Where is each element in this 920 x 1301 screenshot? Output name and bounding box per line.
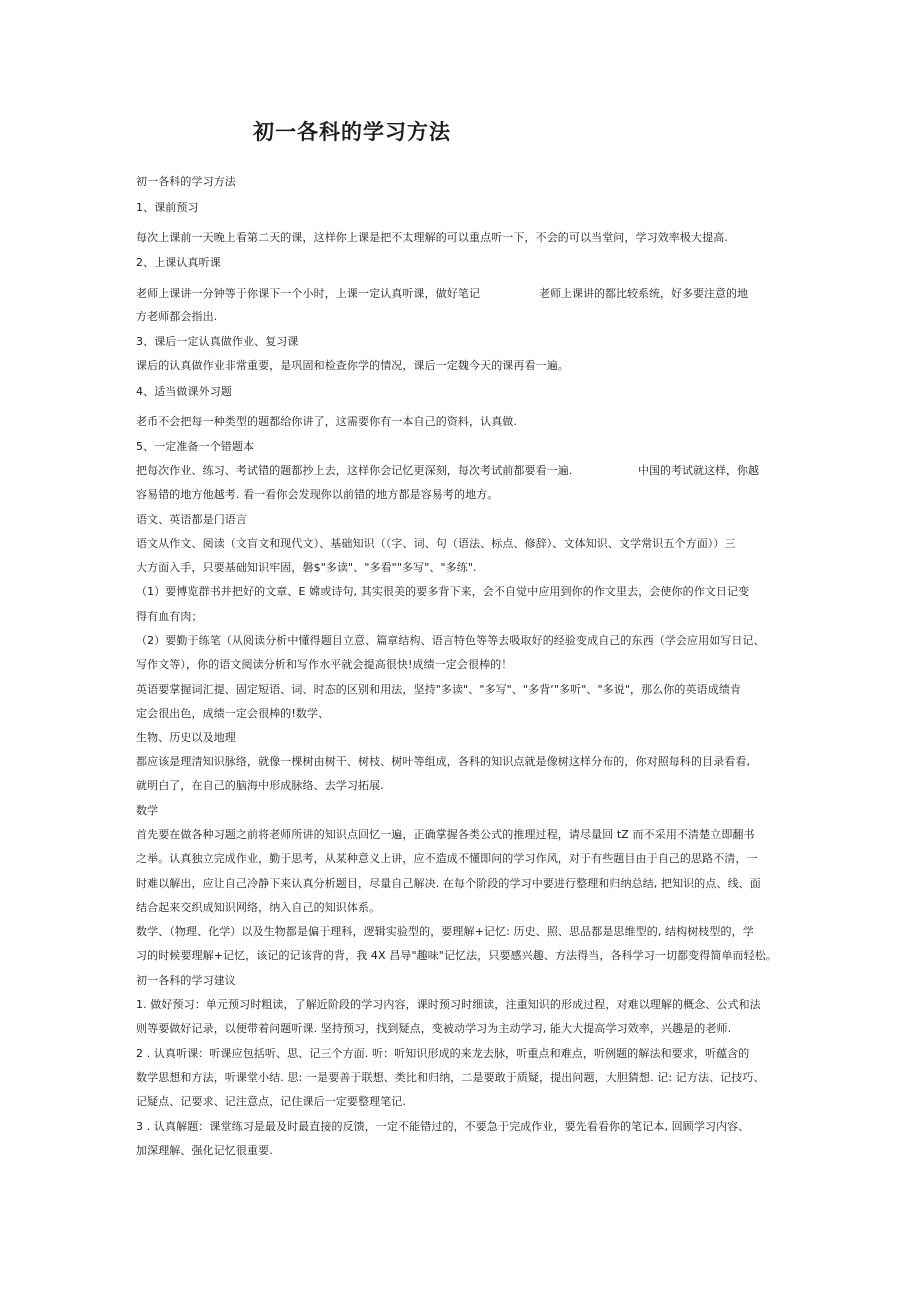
paragraph-line: （2）要勤于练笔（从阅读分析中懂得题目立意、篇章结构、语言特色等等去吸取好的经验变成自己的东西（学会应用如写日记、 [136,634,765,647]
paragraph-line: 把每次作业、练习、考试错的题都抄上去，这样你会记忆更深刻，每次考试前都要看一遍. [136,464,573,477]
paragraph-line: 方老师都会指出. [136,310,218,323]
paragraph-line: 大方面入手，只要基础知识牢固，磐$"多读"、"多看""多写"、"多练". [136,561,477,574]
paragraph-line: 记疑点、记要求、记注意点，记住课后一定要整理笔记. [136,1095,406,1108]
paragraph-line: 写作文等），你的语文阅读分析和写作水平就会提高很快!成绩一定会很棒的！ [136,658,513,671]
paragraph-line: 1. 做好预习：单元预习时粗读，了解近阶段的学习内容，课时预习时细读，注重知识的形成过程，对难以理解的概念、公式和法 [136,998,761,1011]
section-heading: 语文、英语都是门语言 [136,513,247,526]
paragraph-line: 加深理解、强化记忆很重要. [136,1144,273,1157]
document-title: 初一各科的学习方法 [253,120,451,144]
paragraph-line: 都应该是理清知识脉络，就像一棵树由树干、树枝、树叶等组成，各科的知识点就是像树这样分布的，你对照每科的目录看看, [136,755,751,768]
paragraph-line-continuation: 老师上课讲的都比较系统，好多要注意的地 [539,287,748,300]
paragraph-line-continuation: 中国的考试就这样，你越 [638,464,759,477]
paragraph-line: 2 . 认真听课：听课应包括听、思、记三个方面. 听：听知识形成的来龙去脉，听重点和难点，听例题的解法和要求，听蕴含的 [136,1047,750,1060]
section-heading: 初一各科的学习建议 [136,974,236,987]
paragraph-line: 老师上课讲一分钟等于你课下一个小时，上课一定认真听课，做好笔记 [136,287,481,300]
paragraph-line: 语文从作文、阅读（文盲文和现代文）、基础知识（（字、词、句（语法、标点、修辞）、文体知识、文学常识五个方面））三 [136,537,736,550]
paragraph-line: 得有血有肉； [136,610,203,623]
section-heading: 3、课后一定认真做作业、复习课 [136,335,299,348]
paragraph-line: 老币不会把每一种类型的题都给你讲了，这需要你有一本自己的资料，认真做. [136,415,517,428]
paragraph-line: 之举。认真独立完成作业，勤于思考，从某种意义上讲，应不造成不懂即问的学习作风，对于有些题目由于自己的思路不清，一 [136,852,758,865]
section-heading: 初一各科的学习方法 [136,175,236,188]
section-heading: 5、一定准备一个错题本 [136,440,255,453]
paragraph-line: 定会很出色，成绩一定会很棒的!数学、 [136,707,330,720]
section-heading: 4、适当做课外习题 [136,385,232,398]
paragraph-line: 数学思想和方法，听课堂小结. 思: 一是要善于联想、类比和归纳，二是要敢于质疑，提出问题，大胆猜想. 记: 记方法、记技巧、 [136,1071,765,1084]
paragraph-line: 首先要在做各种习题之前将老师所讲的知识点回忆一遍，正确掌握各类公式的推理过程，请尽量回 tZ 而不采用不清楚立即翻书 [136,828,755,841]
section-heading: 数学 [136,804,159,817]
paragraph-line: 则等要做好记录，以便带着问题听课. 坚持预习，找到疑点，变被动学习为主动学习, 能大大提高学习效率，兴趣是的老师. [136,1022,732,1035]
paragraph-line: 每次上课前一天晚上看第二天的课，这样你上课是把不太理解的可以重点听一下，不会的可以当堂问，学习效率极大提高. [136,231,728,244]
paragraph-line: 数学、（物理、化学）以及生物都是偏于理科，逻辑实验型的，要理解+记忆: 历史、照、思品都是思维型的, 结构树枝型的，学 [136,925,754,938]
paragraph-line: 课后的认真做作业非常重要，是巩固和检查你学的情况，课后一定魏今天的课再看一遍。 [136,359,569,372]
paragraph-line: 习的时候要理解+记忆，该记的记该背的背，我 4X 昌导"趣味"记忆法，只要感兴趣、方法得当，各科学习一切都变得简单而轻松。 [136,949,777,962]
paragraph-line: 就明白了，在自己的脑海中形成脉络、去学习拓展. [136,779,384,792]
section-heading: 生物、历史以及地理 [136,731,236,744]
paragraph-line: （1）要博览群书并把好的文章、E 嫦或诗句, 其实很美的要多背下来，会不自觉中应用到你的作文里去，会使你的作文日记变 [136,585,750,598]
section-heading: 2、上课认真听课 [136,256,221,269]
paragraph-line: 时难以解出，应让自己冷静下来认真分析题目，尽量自己解决. 在每个阶段的学习中要进行整理和归纳总结, 把知识的点、线、面 [136,877,761,890]
paragraph-line: 容易错的地方他越考. 看一看你会发现你以前错的地方都是容易考的地方。 [136,488,499,501]
paragraph-line: 3 . 认真解题：课堂练习是最及时最直接的反馈，一定不能错过的，不要急于完成作业，要先看看你的笔记本, 回顾学习内容、 [136,1120,750,1133]
paragraph-line: 英语要掌握词汇提、固定短语、词、时态的区别和用法，坚持"多读"、"多写"、"多背‘"多听"、"多说"，那么你的英语成绩肯 [136,683,742,696]
section-heading: 1、课前预习 [136,201,199,214]
paragraph-line: 结合起来交织成知识网络，纳入自己的知识体系。 [136,901,381,914]
